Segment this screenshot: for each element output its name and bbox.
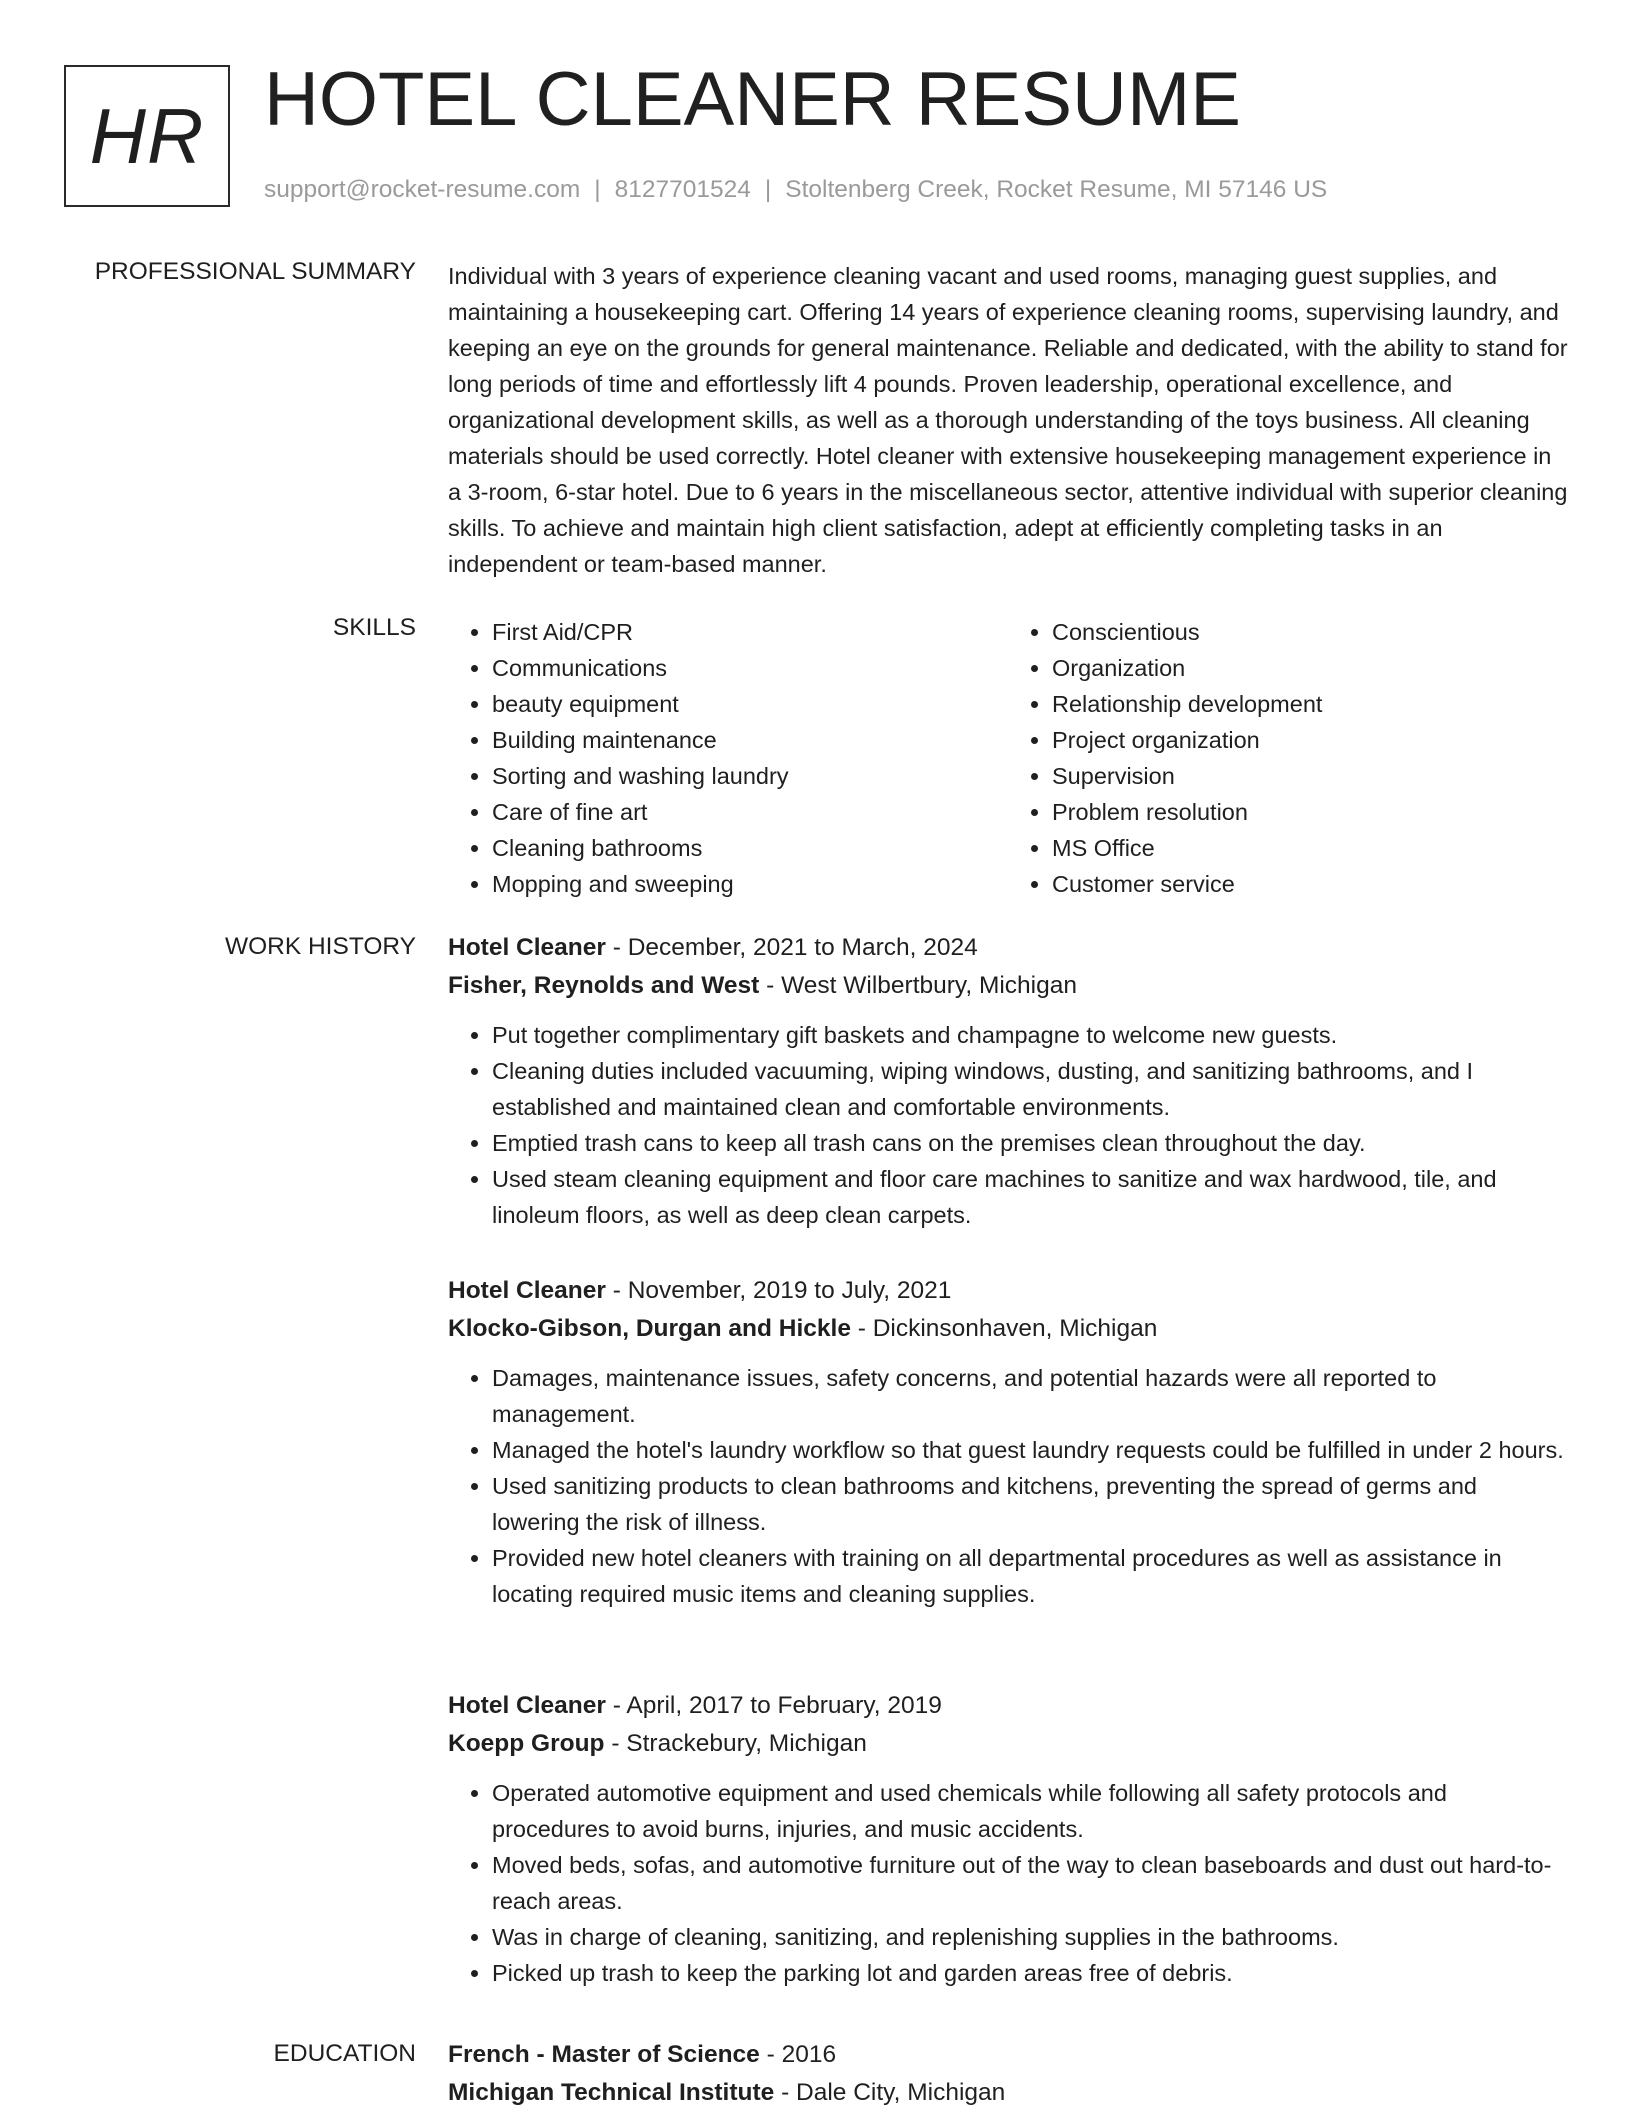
job-duty: • Put together complimentary gift baskets and champagne to welcome new guests. [492,1017,1568,1053]
contact-separator: | [764,176,772,203]
job-dates: - April, 2017 to February, 2019 [605,1692,942,1719]
skills-list-right [1008,614,1568,902]
skill-item: • Supervision [1052,758,1568,794]
job-duty: • Used steam cleaning equipment and floor care machines to sanitize and wax hardwood, tile, and linoleum floors, as well as deep clean carpets. [492,1161,1568,1233]
resume-header [64,57,1572,212]
job-title-line [448,1272,1568,1310]
job-location: - West Wilbertbury, Michigan [759,972,1078,999]
job-title: Hotel Cleaner [448,934,606,961]
job-duty: • Was in charge of cleaning, sanitizing, and replenishing supplies in the bathrooms. [492,1919,1568,1955]
job-company: Fisher, Reynolds and West [448,972,760,999]
job-title: Hotel Cleaner [448,1692,606,1719]
skill-item: • First Aid/CPR [492,614,1008,650]
contact-address: Stoltenberg Creek, Rocket Resume, MI 57146 US [785,176,1328,203]
skill-item: • Organization [1052,650,1568,686]
job-duty: • Moved beds, sofas, and automotive furniture out of the way to clean baseboards and dust out hard-to-reach areas. [492,1847,1568,1919]
job-duties [448,1775,1568,1991]
skill-item: • Care of fine art [492,794,1008,830]
skill-item: • Communications [492,650,1008,686]
job-company-line [448,1725,1568,1763]
section-label: SKILLS [332,614,416,641]
job-duty: • Picked up trash to keep the parking lot and garden areas free of debris. [492,1955,1568,1991]
skill-item: • Cleaning bathrooms [492,830,1008,866]
skill-item: • Mopping and sweeping [492,866,1008,902]
section-label: EDUCATION [273,2040,416,2067]
education-location: - Dale City, Michigan [774,2079,1006,2106]
job-company: Koepp Group [448,1730,605,1757]
skill-item: • Relationship development [1052,686,1568,722]
resume-title: HOTEL CLEANER RESUME [264,57,1241,142]
summary-text: Individual with 3 years of experience cleaning vacant and used rooms, managing guest supplies, and maintaining a housekeeping cart. Offering 14 years of experience cleaning rooms, supervising laundry, and keeping an eye on the grounds for general maintenance. Reliable and dedicated, with the ability to stand for long periods of time and effortlessly lift 4 pounds. Proven leadership, operational excellence, and organizational development skills, as well as a thorough understanding of the toys business. All cleaning materials should be used correctly. Hotel cleaner with extensive housekeeping management experience in a 3-room, 6-star hotel. Due to 6 years in the miscellaneous sector, attentive individual with superior cleaning skills. To achieve and maintain high client satisfaction, adept at efficiently completing tasks in an independent or team-based manner. [448,263,1568,577]
contact-phone[interactable]: 8127701524 [614,176,751,203]
education-school-line [448,2074,1568,2112]
education-year: - 2016 [759,2041,837,2068]
skill-item: • Project organization [1052,722,1568,758]
education-degree: French - Master of Science [448,2041,760,2068]
skill-item: • Conscientious [1052,614,1568,650]
job-duty: • Emptied trash cans to keep all trash cans on the premises clean throughout the day. [492,1125,1568,1161]
job-duty: • Managed the hotel's laundry workflow so that guest laundry requests could be fulfilled in under 2 hours. [492,1432,1568,1468]
job-title-line [448,929,1568,967]
section-label: PROFESSIONAL SUMMARY [94,258,416,285]
job-duties [448,1017,1568,1233]
job-dates: - December, 2021 to March, 2024 [605,934,978,961]
job-location: - Dickinsonhaven, Michigan [850,1315,1158,1342]
skill-item: • Customer service [1052,866,1568,902]
job-title-line [448,1687,1568,1725]
job-company-line [448,967,1568,1005]
job-duty: • Operated automotive equipment and used chemicals while following all safety protocols and procedures to avoid burns, injuries, and music accidents. [492,1775,1568,1847]
job-company: Klocko-Gibson, Durgan and Hickle [448,1315,851,1342]
job-duty: • Cleaning duties included vacuuming, wiping windows, dusting, and sanitizing bathrooms, and I established and maintained clean and comfortable environments. [492,1053,1568,1125]
contact-email[interactable]: support@rocket-resume.com [264,176,581,203]
job-title: Hotel Cleaner [448,1277,606,1304]
education-school: Michigan Technical Institute [448,2079,775,2106]
education-degree-line [448,2036,1568,2074]
job-dates: - November, 2019 to July, 2021 [605,1277,952,1304]
skill-item: • Building maintenance [492,722,1008,758]
job-duty: • Provided new hotel cleaners with training on all departmental procedures as well as assistance in locating required music items and cleaning supplies. [492,1540,1568,1612]
job-duties [448,1360,1568,1612]
section-label: WORK HISTORY [224,933,416,960]
contact-separator: | [594,176,601,203]
skills-list-left [448,614,1008,902]
contact-line [264,176,1327,204]
skill-item: • Sorting and washing laundry [492,758,1008,794]
skill-item: • MS Office [1052,830,1568,866]
monogram-logo: HR [64,65,230,207]
job-location: - Strackebury, Michigan [604,1730,867,1757]
job-company-line [448,1310,1568,1348]
job-duty: • Used sanitizing products to clean bathrooms and kitchens, preventing the spread of germs and lowering the risk of illness. [492,1468,1568,1540]
skill-item: • Problem resolution [1052,794,1568,830]
skill-item: • beauty equipment [492,686,1008,722]
job-duty: • Damages, maintenance issues, safety concerns, and potential hazards were all reported to management. [492,1360,1568,1432]
